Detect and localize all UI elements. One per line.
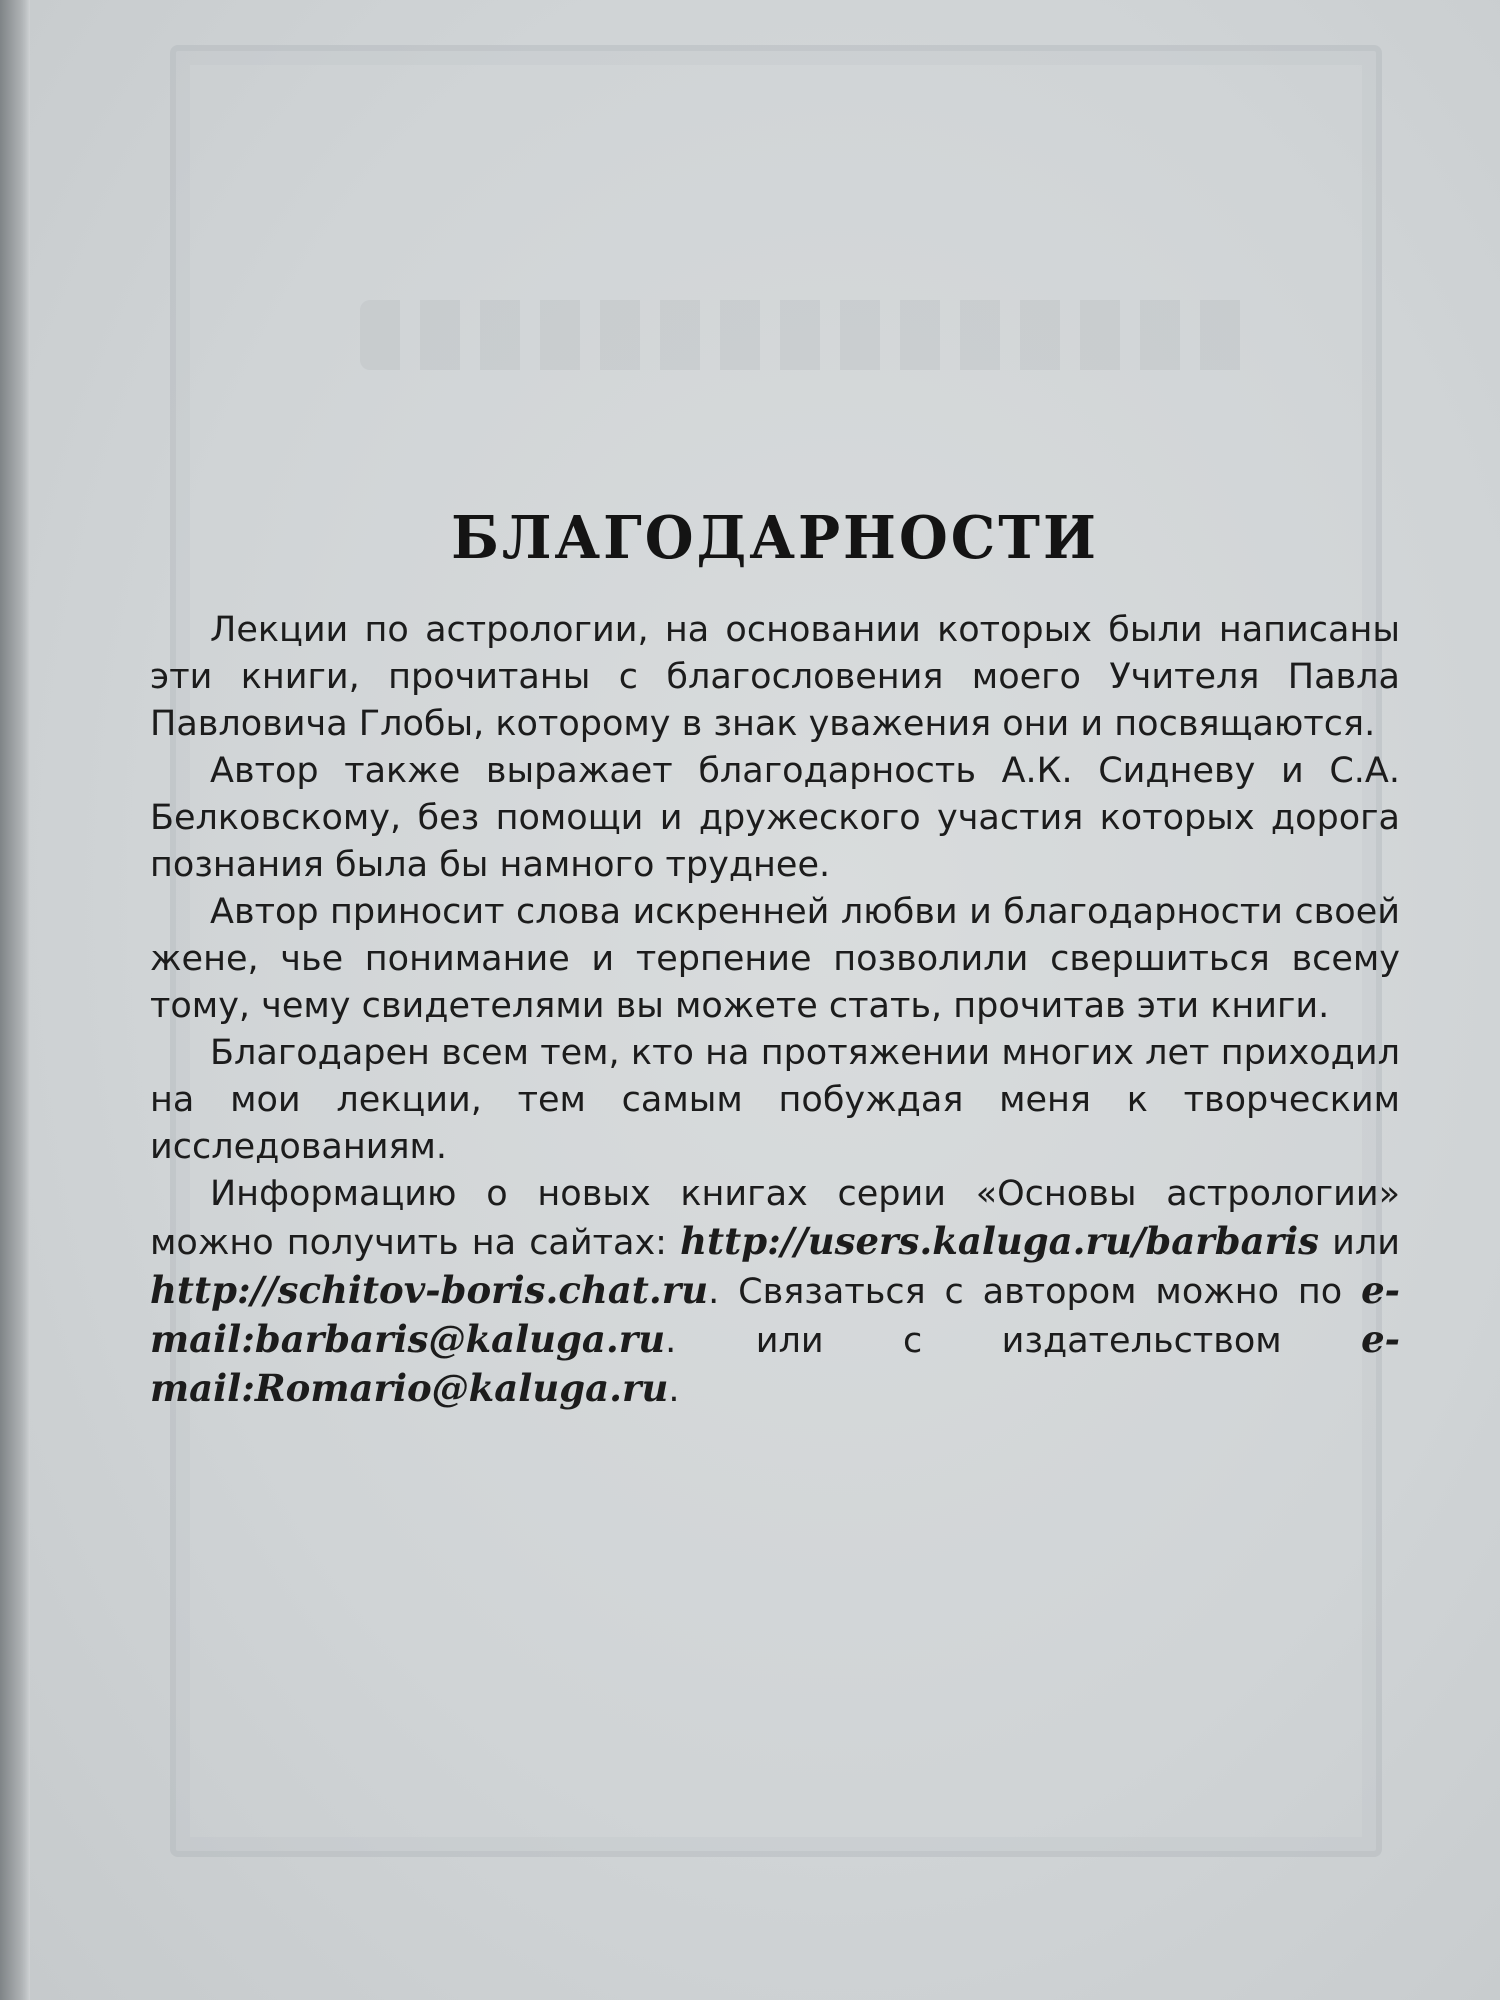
contact-intro: Информацию о новых книгах серии «Основы астрологии» можно получить на сайтах: bbox=[150, 1174, 1400, 1263]
site-link-2: http://schitov-boris.chat.ru bbox=[150, 1268, 709, 1312]
author-email: e-mail:barbaris@kaluga.ru bbox=[150, 1268, 1400, 1361]
show-through-title bbox=[360, 300, 1260, 370]
paragraph-3: Автор приносит слова искренней любви и благодарности своей жене, чье понимание и терпение позволили свершиться всему тому, чему свидетелями вы можете стать, прочитав эти книги. bbox=[150, 892, 1400, 1026]
paragraph-1: Лекции по астрологии, на основании которых были написаны эти книги, прочитаны с благословения моего Учителя Павла Павловича Глобы, которому в знак уважения они и посвящаются. bbox=[150, 610, 1400, 744]
page-title: БЛАГОДАРНОСТИ bbox=[451, 503, 1099, 573]
book-spine-shadow bbox=[0, 0, 30, 2000]
page-content bbox=[150, 505, 1400, 1414]
paragraph-4: Благодарен всем тем, кто на протяжении многих лет приходил на мои лекции, тем самым побуждая меня к творческим исследованиям. bbox=[150, 1033, 1400, 1167]
paragraph-2: Автор также выражает благодарность А.К. Сидневу и С.А. Белковскому, без помощи и дружеского участия которых дорога познания была бы намного труднее. bbox=[150, 751, 1400, 885]
publisher-email: e-mail:Romario@kaluga.ru bbox=[150, 1317, 1400, 1410]
contact-paragraph bbox=[150, 1171, 1400, 1414]
contact-or: или bbox=[1319, 1223, 1400, 1263]
contact-end: . bbox=[668, 1370, 680, 1410]
publisher-text: . или с издательством bbox=[665, 1321, 1362, 1361]
site-link-1: http://users.kaluga.ru/barbaris bbox=[680, 1219, 1319, 1263]
contact-author-text: . Связаться с автором можно по bbox=[708, 1272, 1362, 1312]
